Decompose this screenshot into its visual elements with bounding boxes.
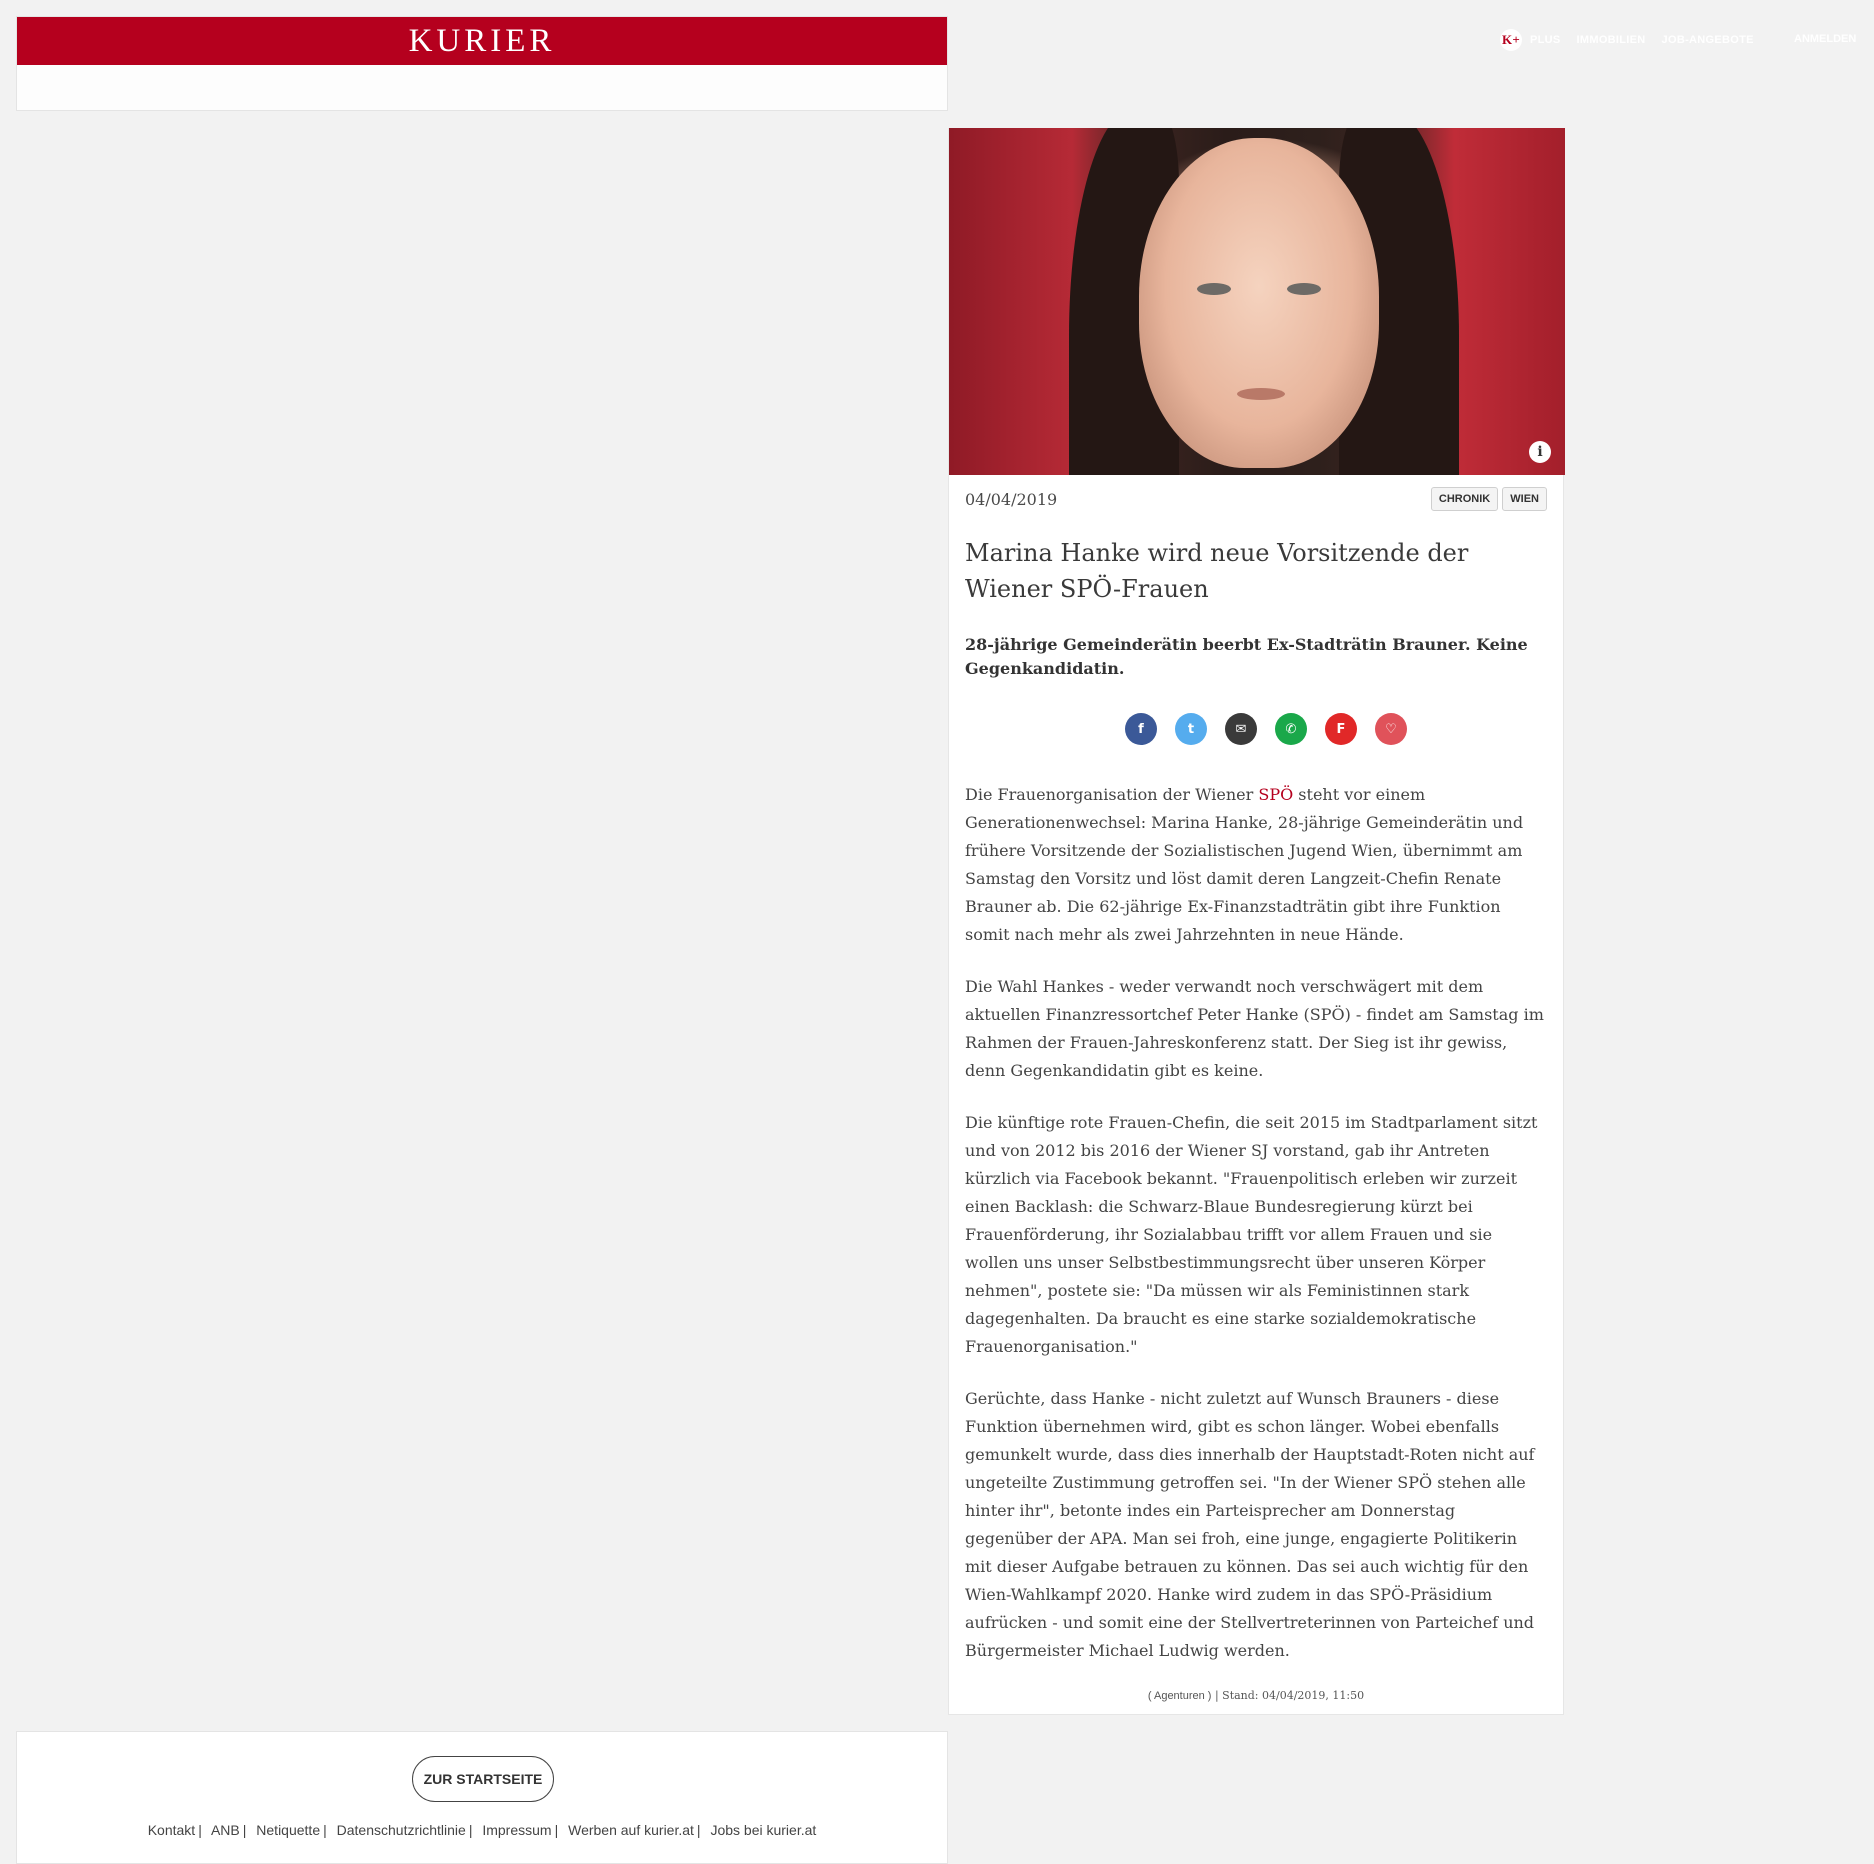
article-footer-meta	[949, 1689, 1563, 1702]
paragraph-3: Die künftige rote Frauen-Chefin, die seit 2015 im Stadtparlament sitzt und von 2012 bis 2016 der Wiener SJ vorstand, gab ihr Antreten kürzlich via Facebook bekannt. "Frauenpolitisch erleben wir zurzeit einen Backlash: die Schwarz-Blaue Bundesregierung kürzt bei Frauenförderung, ihr Sozialabbau trifft vor allem Frauen und sie wollen uns unser Selbstbestimmungsrecht über unseren Körper nehmen", postete sie: "Da müssen wir als Feministinnen stark dagegenhalten. Da braucht es eine starke sozialdemokratische Frauenorganisation."	[965, 1113, 1538, 1356]
kplus-icon[interactable]: K+	[1500, 29, 1522, 51]
info-icon[interactable]: i	[1529, 441, 1551, 463]
share-bar	[969, 713, 1563, 745]
paragraph-1-rest: steht vor einem Generationenwechsel: Marina Hanke, 28-jährige Gemeinderätin und frühere Vorsitzende der Sozialistischen Jugend Wien, übernimmt am Samstag den Vorsitz und löst damit deren Langzeit-Chefin Renate Brauner ab. Die 62-jährige Ex-Finanzstadträtin gibt ihre Funktion somit nach mehr als zwei Jahrzehnten in neue Hände.	[965, 785, 1524, 944]
spoe-link[interactable]: SPÖ	[1258, 785, 1294, 804]
nav-immobilien[interactable]: IMMOBILIEN	[1576, 34, 1646, 46]
whatsapp-icon[interactable]: ✆	[1275, 713, 1307, 745]
footer-link-werben[interactable]: Werben auf kurier.at	[568, 1822, 694, 1838]
masthead	[16, 16, 948, 111]
top-navigation	[1500, 30, 1754, 50]
footer-separator: |	[468, 1822, 473, 1838]
article-lead: 28-jährige Gemeinderätin beerbt Ex-Stadträtin Brauner. Keine Gegenkandidatin.	[965, 635, 1528, 678]
footer-separator: |	[696, 1822, 701, 1838]
footer-link-impressum[interactable]: Impressum	[482, 1822, 552, 1838]
article-body	[965, 781, 1547, 1665]
flipboard-icon[interactable]: F	[1325, 713, 1357, 745]
article-title: Marina Hanke wird neue Vorsitzende der Wiener SPÖ-Frauen	[965, 539, 1469, 603]
article-image	[949, 128, 1565, 475]
tag-chronik[interactable]: CHRONIK	[1431, 487, 1498, 511]
hero-eye-left	[1197, 283, 1231, 295]
paragraph-1	[965, 781, 1547, 949]
tag-wien[interactable]: WIEN	[1502, 487, 1547, 511]
hero-portrait	[1139, 138, 1379, 468]
masthead-bar	[17, 17, 947, 65]
article-card	[948, 128, 1564, 1715]
hero-mouth	[1237, 388, 1285, 400]
footer-link-datenschutz[interactable]: Datenschutzrichtlinie	[336, 1822, 466, 1838]
footer-link-netiquette[interactable]: Netiquette	[256, 1822, 321, 1838]
mail-icon[interactable]: ✉	[1225, 713, 1257, 745]
article-tags	[1431, 487, 1547, 511]
footer-separator: |	[554, 1822, 559, 1838]
article-source: ( Agenturen )	[1147, 1690, 1212, 1702]
footer-links	[17, 1822, 947, 1838]
footer-separator: |	[242, 1822, 247, 1838]
article-date: 04/04/2019	[965, 489, 1058, 509]
paragraph-4: Gerüchte, dass Hanke - nicht zuletzt auf Wunsch Brauners - diese Funktion übernehmen wird, gibt es schon länger. Wobei ebenfalls gemunkelt wurde, dass dies innerhalb der Hauptstadt-Roten nicht auf ungeteilte Zustimmung getroffen sei. "In der Wiener SPÖ stehen alle hinter ihr", betonte indes ein Parteisprecher am Donnerstag gegenüber der APA. Man sei froh, eine junge, engagierte Politikerin mit dieser Aufgabe betrauen zu können. Das sei auch wichtig für den Wien-Wahlkampf 2020. Hanke wird zudem in das SPÖ-Präsidium aufrücken - und somit eine der Stellvertreterinnen von Parteichef und Bürgermeister Michael Ludwig werden.	[965, 1389, 1535, 1660]
facebook-icon[interactable]: f	[1125, 713, 1157, 745]
login-link[interactable]: ANMELDEN	[1794, 33, 1857, 45]
twitter-icon[interactable]: t	[1175, 713, 1207, 745]
page-footer	[16, 1731, 948, 1864]
article-meta	[949, 475, 1563, 523]
nav-plus[interactable]: PLUS	[1530, 34, 1561, 46]
footer-link-jobs[interactable]: Jobs bei kurier.at	[710, 1822, 817, 1838]
kurier-logo[interactable]: KURIER	[408, 22, 556, 59]
footer-separator: |	[323, 1822, 327, 1838]
footer-separator: |	[198, 1822, 202, 1838]
hero-eye-right	[1287, 283, 1321, 295]
footer-link-kontakt[interactable]: Kontakt	[147, 1822, 196, 1838]
pocket-icon[interactable]: ♡	[1375, 713, 1407, 745]
nav-job-angebote[interactable]: JOB-ANGEBOTE	[1661, 34, 1754, 46]
paragraph-2: Die Wahl Hankes - weder verwandt noch verschwägert mit dem aktuellen Finanzressortchef Peter Hanke (SPÖ) - findet am Samstag im Rahmen der Frauen-Jahreskonferenz statt. Der Sieg ist ihr gewiss, denn Gegenkandidatin gibt es keine.	[965, 977, 1544, 1080]
footer-link-anb[interactable]: ANB	[210, 1822, 240, 1838]
home-button[interactable]: ZUR STARTSEITE	[412, 1756, 554, 1802]
article-stand: | Stand: 04/04/2019, 11:50	[1211, 1689, 1365, 1702]
paragraph-1-start: Die Frauenorganisation der Wiener	[965, 785, 1259, 804]
